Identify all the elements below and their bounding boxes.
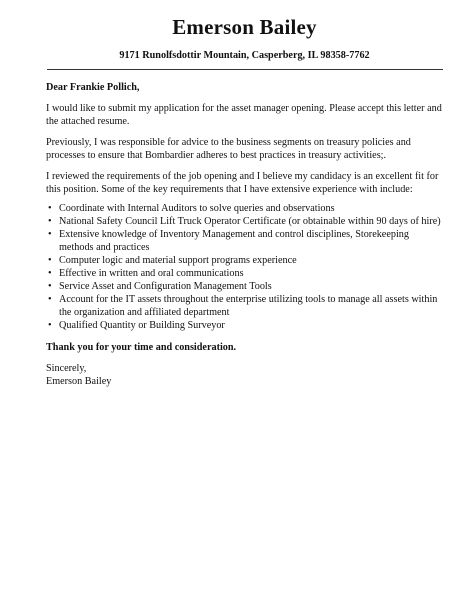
letter-body xyxy=(46,81,443,388)
sign-off: Sincerely, xyxy=(46,363,87,374)
header-divider xyxy=(47,69,443,70)
list-item xyxy=(46,319,443,332)
list-item xyxy=(46,202,443,215)
list-item xyxy=(46,215,443,228)
bullet-icon: • xyxy=(48,268,52,279)
experience-paragraph: Previously, I was responsible for advice to the business segments on treasury policies and processes to ensure that Bombardier adheres to best practices in treasury activities;. xyxy=(46,137,411,161)
bullet-icon: • xyxy=(48,216,52,227)
bullet-icon: • xyxy=(48,203,52,214)
applicant-address: 9171 Runolfsdottir Mountain, Casperberg, IL 98358-7762 xyxy=(119,50,370,61)
intro-paragraph: I would like to submit my application for the asset manager opening. Please accept this letter and the attached resume. xyxy=(46,103,442,127)
list-item-text: Extensive knowledge of Inventory Management and control disciplines, Storekeeping methods and practices xyxy=(59,229,409,253)
signature-name: Emerson Bailey xyxy=(46,376,112,387)
bullet-icon: • xyxy=(48,294,52,305)
list-item-text: Account for the IT assets throughout the enterprise utilizing tools to manage all assets within the organization and affiliated department xyxy=(59,294,438,318)
thanks-line: Thank you for your time and consideration. xyxy=(46,342,237,353)
list-item xyxy=(46,280,443,293)
bullet-icon: • xyxy=(48,320,52,331)
list-item xyxy=(46,254,443,267)
list-item xyxy=(46,228,443,254)
applicant-name: Emerson Bailey xyxy=(172,15,317,39)
list-item-text: Effective in written and oral communications xyxy=(59,268,244,279)
bullet-icon: • xyxy=(48,229,52,240)
bullet-icon: • xyxy=(48,255,52,266)
list-item-text: Coordinate with Internal Auditors to solve queries and observations xyxy=(59,203,335,214)
list-item xyxy=(46,293,443,319)
salutation: Dear Frankie Pollich, xyxy=(46,82,140,93)
list-item xyxy=(46,267,443,280)
requirements-intro-paragraph: I reviewed the requirements of the job opening and I believe my candidacy is an excellent fit for this position. Some of the key requirements that I have extensive experience with include: xyxy=(46,171,439,195)
requirements-list xyxy=(46,202,443,332)
list-item-text: National Safety Council Lift Truck Operator Certificate (or obtainable within 90 days of hire) xyxy=(59,216,441,227)
bullet-icon: • xyxy=(48,281,52,292)
list-item-text: Qualified Quantity or Building Surveyor xyxy=(59,320,225,331)
list-item-text: Computer logic and material support programs experience xyxy=(59,255,297,266)
list-item-text: Service Asset and Configuration Management Tools xyxy=(59,281,272,292)
